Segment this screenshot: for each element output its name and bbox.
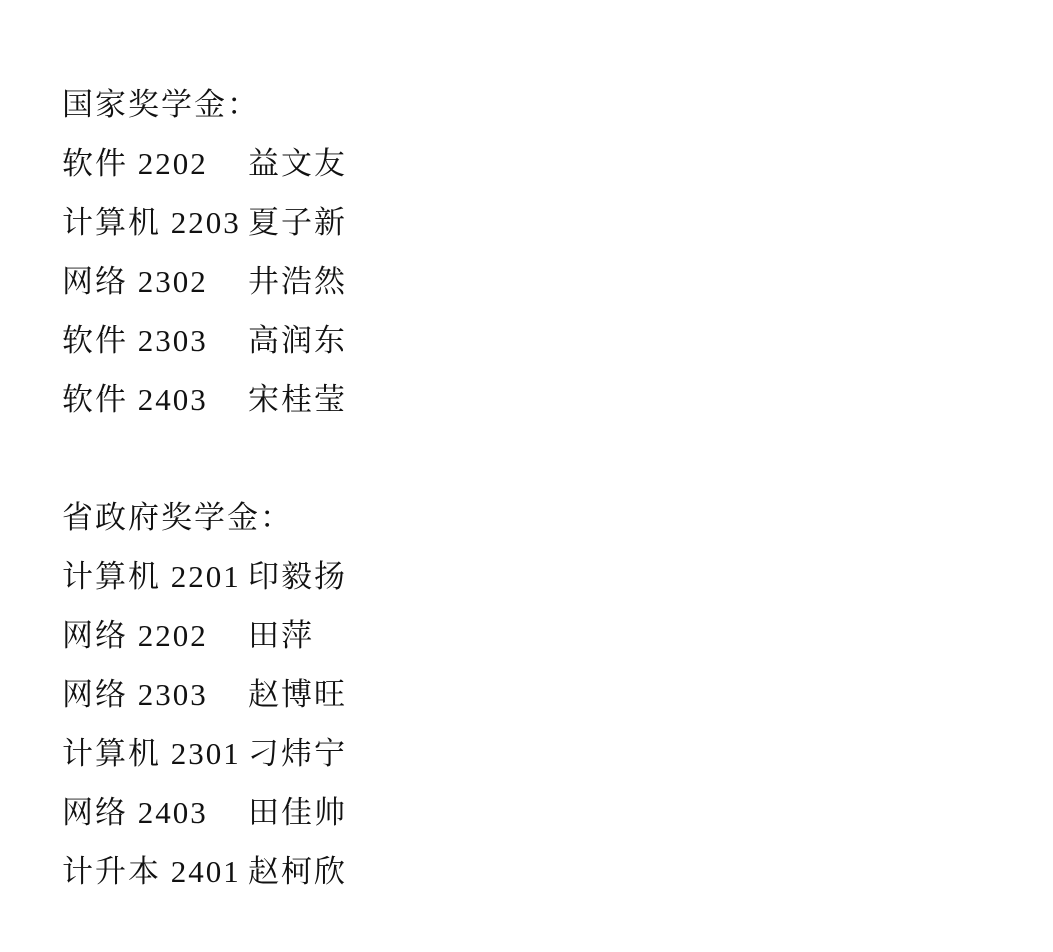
entry-row <box>62 662 1013 721</box>
entry-class: 计升本 2401 <box>62 854 241 889</box>
entry-class: 计算机 2201 <box>62 559 241 594</box>
section-title: 省政府奖学金： <box>62 500 293 535</box>
entry-row <box>62 131 1013 190</box>
entry-name: 刁炜宁 <box>248 736 347 771</box>
entry-row <box>62 603 1013 662</box>
entry-name: 田萍 <box>248 618 314 653</box>
entry-row <box>62 308 1013 367</box>
entry-name: 益文友 <box>248 146 347 181</box>
entry-class: 软件 2303 <box>62 323 208 358</box>
section-title: 国家奖学金： <box>62 87 260 122</box>
entry-row <box>62 721 1013 780</box>
entry-name: 赵柯欣 <box>248 854 347 889</box>
entry-name: 井浩然 <box>248 264 347 299</box>
entry-class: 网络 2202 <box>62 618 208 653</box>
entry-row <box>62 249 1013 308</box>
entry-name: 赵博旺 <box>248 677 347 712</box>
entry-name: 宋桂莹 <box>248 382 347 417</box>
entry-name: 夏子新 <box>248 205 347 240</box>
entry-class: 网络 2302 <box>62 264 208 299</box>
entry-row <box>62 367 1013 426</box>
entry-name: 田佳帅 <box>248 795 347 830</box>
entry-class: 软件 2202 <box>62 146 208 181</box>
entry-class: 网络 2403 <box>62 795 208 830</box>
entry-row <box>62 190 1013 249</box>
entry-class: 计算机 2301 <box>62 736 241 771</box>
entry-row <box>62 780 1013 839</box>
entry-class: 网络 2303 <box>62 677 208 712</box>
entry-row <box>62 839 1013 898</box>
entry-class: 计算机 2203 <box>62 205 241 240</box>
section-provincial-scholarship <box>62 485 1013 898</box>
entry-row <box>62 544 1013 603</box>
entry-class: 软件 2403 <box>62 382 208 417</box>
entry-name: 高润东 <box>248 323 347 358</box>
entry-name: 印毅扬 <box>248 559 347 594</box>
section-national-scholarship <box>62 72 1013 426</box>
